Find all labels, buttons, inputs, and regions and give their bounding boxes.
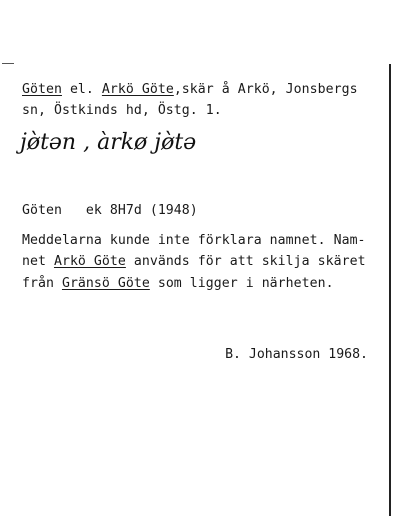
body-line-3-pre: från	[22, 276, 62, 291]
card-right-border	[389, 64, 391, 516]
phonetic-transcription: jø̀tən , àrkø jø̀tə	[20, 130, 197, 155]
card-edge-mark	[2, 63, 14, 64]
location-line: sn, Östkinds hd, Östg. 1.	[22, 103, 222, 118]
signature: B. Johansson 1968.	[225, 347, 368, 362]
headword-description: ,skär å Arkö, Jonsbergs	[173, 82, 358, 97]
alt-name: Arkö Göte	[101, 82, 174, 97]
body-line-2	[22, 254, 366, 270]
headword-line	[22, 82, 358, 98]
body-line-3-post: som ligger i närheten.	[149, 276, 334, 291]
body-name-granso-gote: Gränsö Göte	[61, 276, 150, 291]
body-line-3	[22, 276, 334, 292]
reference-line: Göten ek 8H7d (1948)	[22, 203, 198, 218]
headword: Göten	[22, 82, 62, 97]
body-line-2-pre: net	[22, 254, 54, 269]
headword-el: el.	[61, 82, 102, 97]
body-line-1: Meddelarna kunde inte förklara namnet. Nam-	[22, 233, 366, 248]
body-name-arko-gote: Arkö Göte	[53, 254, 126, 269]
body-line-2-post: används för att skilja skäret	[125, 254, 366, 269]
